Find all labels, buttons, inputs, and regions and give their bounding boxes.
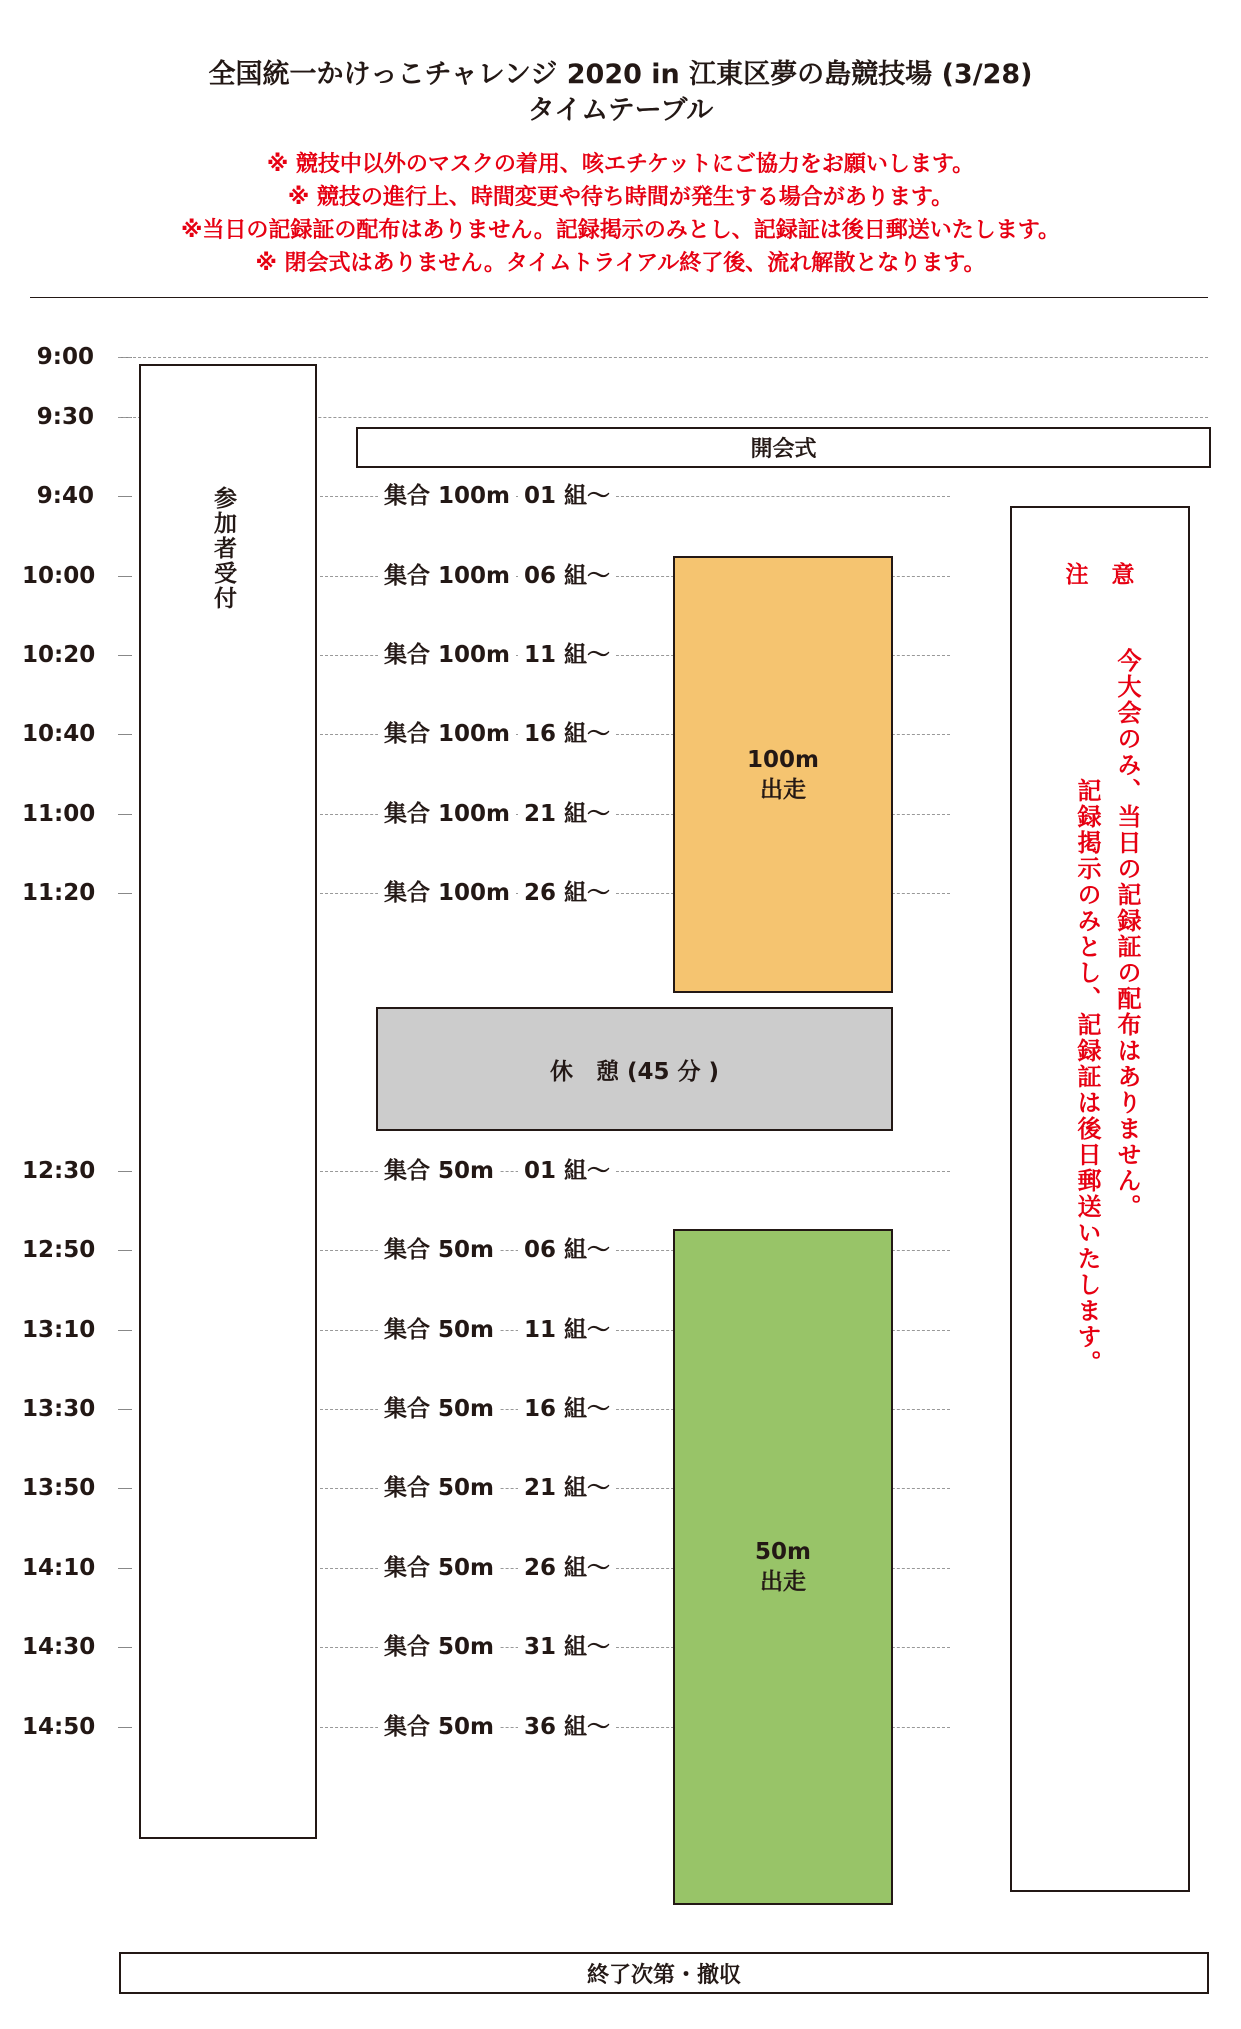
time-label: 10:20	[22, 642, 96, 668]
group-label: 21 組〜	[518, 1474, 616, 1502]
assembly-label: 集合 50m	[378, 1474, 500, 1502]
assembly-label: 集合 50m	[378, 1554, 500, 1582]
time-tick	[118, 1727, 132, 1728]
time-label: 11:20	[22, 880, 96, 906]
time-tick	[118, 734, 132, 735]
notice-closing: ※ 閉会式はありません。タイムトライアル終了後、流れ解散となります。	[255, 251, 986, 276]
time-label: 13:30	[22, 1396, 96, 1422]
time-tick	[118, 814, 132, 815]
time-tick	[118, 1647, 132, 1648]
caution-line-2: 記録掲示のみとし、記録証は後日郵送いたします。	[1073, 778, 1101, 1376]
time-label: 14:10	[22, 1555, 96, 1581]
caution-heading: 注 意	[1065, 562, 1135, 588]
assembly-label: 集合 50m	[378, 1395, 500, 1423]
group-label: 21 組〜	[518, 800, 616, 828]
notice-schedule: ※ 競技の進行上、時間変更や待ち時間が発生する場合があります。	[287, 185, 954, 210]
time-tick	[118, 893, 132, 894]
group-label: 26 組〜	[518, 879, 616, 907]
closing-label: 終了次第・撤収	[586, 1962, 741, 1988]
time-label: 14:30	[22, 1634, 96, 1660]
break-label: 休 憩 (45 分 )	[549, 1058, 720, 1085]
reception-label: 参加者受付	[210, 486, 236, 611]
time-tick	[118, 576, 132, 577]
closing-block	[119, 1952, 1209, 1994]
time-tick	[118, 1330, 132, 1331]
group-label: 16 組〜	[518, 1395, 616, 1423]
assembly-label: 集合 50m	[378, 1316, 500, 1344]
notice-mask: ※ 競技中以外のマスクの着用、咳エチケットにご協力をお願いします。	[266, 152, 975, 177]
time-tick	[118, 1171, 132, 1172]
group-label: 01 組〜	[518, 1157, 616, 1185]
run-50m-label: 50m	[755, 1539, 811, 1565]
run-100m-label: 100m	[747, 746, 819, 773]
time-tick	[118, 1250, 132, 1251]
break-block	[376, 1007, 893, 1131]
time-tick	[118, 1568, 132, 1569]
assembly-label: 集合 50m	[378, 1236, 500, 1264]
run-100m-sublabel: 出走	[760, 776, 806, 803]
group-label: 06 組〜	[518, 1236, 616, 1264]
group-label: 31 組〜	[518, 1633, 616, 1661]
opening-ceremony-block	[356, 427, 1211, 468]
time-label: 11:00	[22, 801, 96, 827]
time-label: 13:50	[22, 1475, 96, 1501]
run-50m-block	[673, 1229, 893, 1905]
group-label: 36 組〜	[518, 1713, 616, 1741]
group-label: 16 組〜	[518, 720, 616, 748]
time-tick	[118, 1488, 132, 1489]
time-label: 10:00	[22, 563, 96, 589]
page-title: 全国統一かけっこチャレンジ 2020 in 江東区夢の島競技場 (3/28)	[208, 59, 1033, 90]
group-label: 01 組〜	[518, 482, 616, 510]
time-label: 10:40	[22, 721, 96, 747]
assembly-label: 集合 50m	[378, 1633, 500, 1661]
time-label: 12:30	[22, 1158, 96, 1184]
group-label: 06 組〜	[518, 562, 616, 590]
assembly-label: 集合 100m	[378, 562, 516, 590]
reception-block	[139, 364, 317, 1839]
assembly-label: 集合 50m	[378, 1713, 500, 1741]
opening-ceremony-label: 開会式	[750, 437, 817, 462]
time-label: 14:50	[22, 1714, 96, 1740]
group-label: 11 組〜	[518, 641, 616, 669]
time-tick	[118, 655, 132, 656]
header-divider	[30, 297, 1208, 298]
run-50m-sublabel: 出走	[760, 1569, 806, 1595]
assembly-label: 集合 100m	[378, 482, 516, 510]
notice-certificate: ※当日の記録証の配布はありません。記録掲示のみとし、記録証は後日郵送いたします。	[181, 218, 1060, 243]
assembly-label: 集合 100m	[378, 720, 516, 748]
assembly-label: 集合 100m	[378, 879, 516, 907]
assembly-label: 集合 100m	[378, 800, 516, 828]
time-tick	[118, 1409, 132, 1410]
time-tick	[118, 496, 132, 497]
assembly-label: 集合 50m	[378, 1157, 500, 1185]
time-label: 9:00	[36, 344, 94, 370]
time-gridline	[118, 357, 1208, 358]
page-subtitle: タイムテーブル	[527, 95, 714, 126]
time-label: 9:40	[36, 483, 94, 509]
time-label: 9:30	[36, 404, 94, 430]
group-label: 26 組〜	[518, 1554, 616, 1582]
run-100m-block	[673, 556, 893, 993]
caution-box	[1010, 506, 1190, 1892]
assembly-label: 集合 100m	[378, 641, 516, 669]
caution-line-1: 今大会のみ、当日の記録証の配布はありません。	[1113, 648, 1141, 1220]
time-label: 13:10	[22, 1317, 96, 1343]
group-label: 11 組〜	[518, 1316, 616, 1344]
time-label: 12:50	[22, 1237, 96, 1263]
